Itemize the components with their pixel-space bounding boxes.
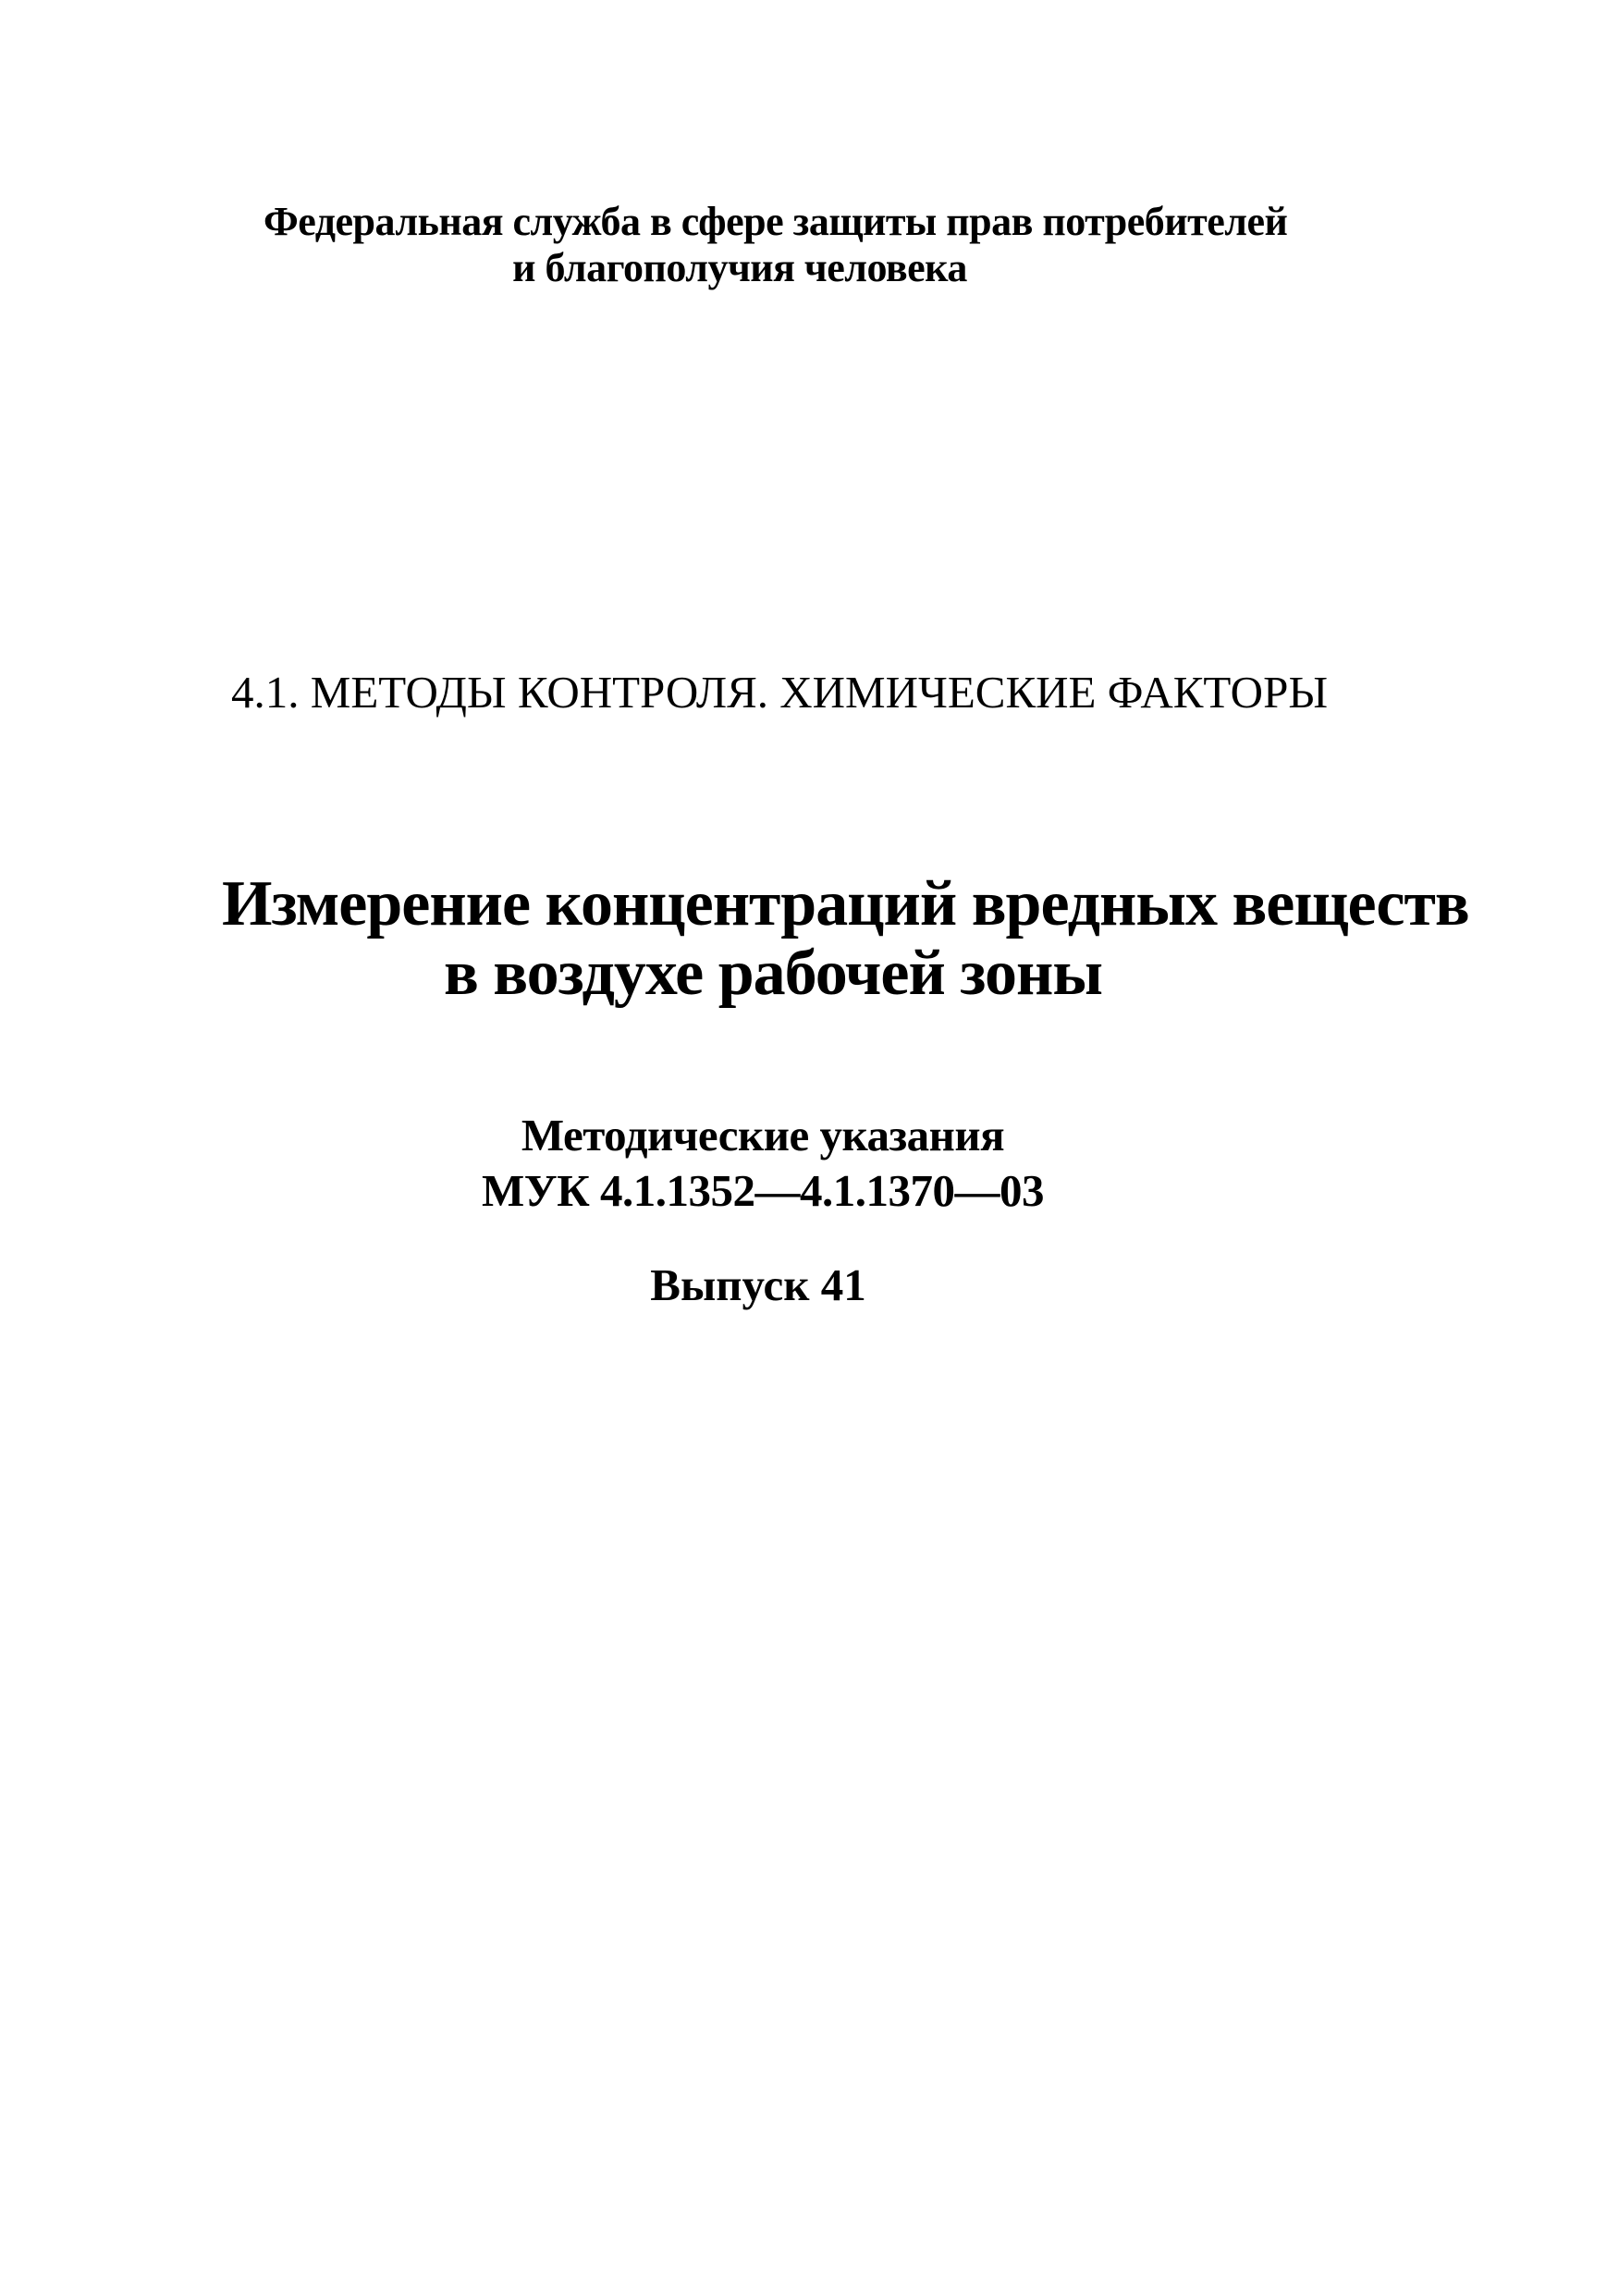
section-heading: 4.1. МЕТОДЫ КОНТРОЛЯ. ХИМИЧЕСКИЕ ФАКТОРЫ [231, 667, 1329, 718]
document-title-line-2: в воздухе рабочей зоны [444, 938, 1103, 1009]
document-title-line-1: Измерение концентраций вредных веществ [222, 868, 1469, 939]
document-number: МУК 4.1.1352—4.1.1370—03 [482, 1165, 1044, 1216]
agency-name-line-2: и благополучия человека [512, 245, 967, 290]
document-type: Методические указания [521, 1110, 1005, 1160]
agency-name-line-1: Федеральная служба в сфере защиты прав потребителей [264, 199, 1288, 244]
issue-number: Выпуск 41 [650, 1259, 866, 1310]
